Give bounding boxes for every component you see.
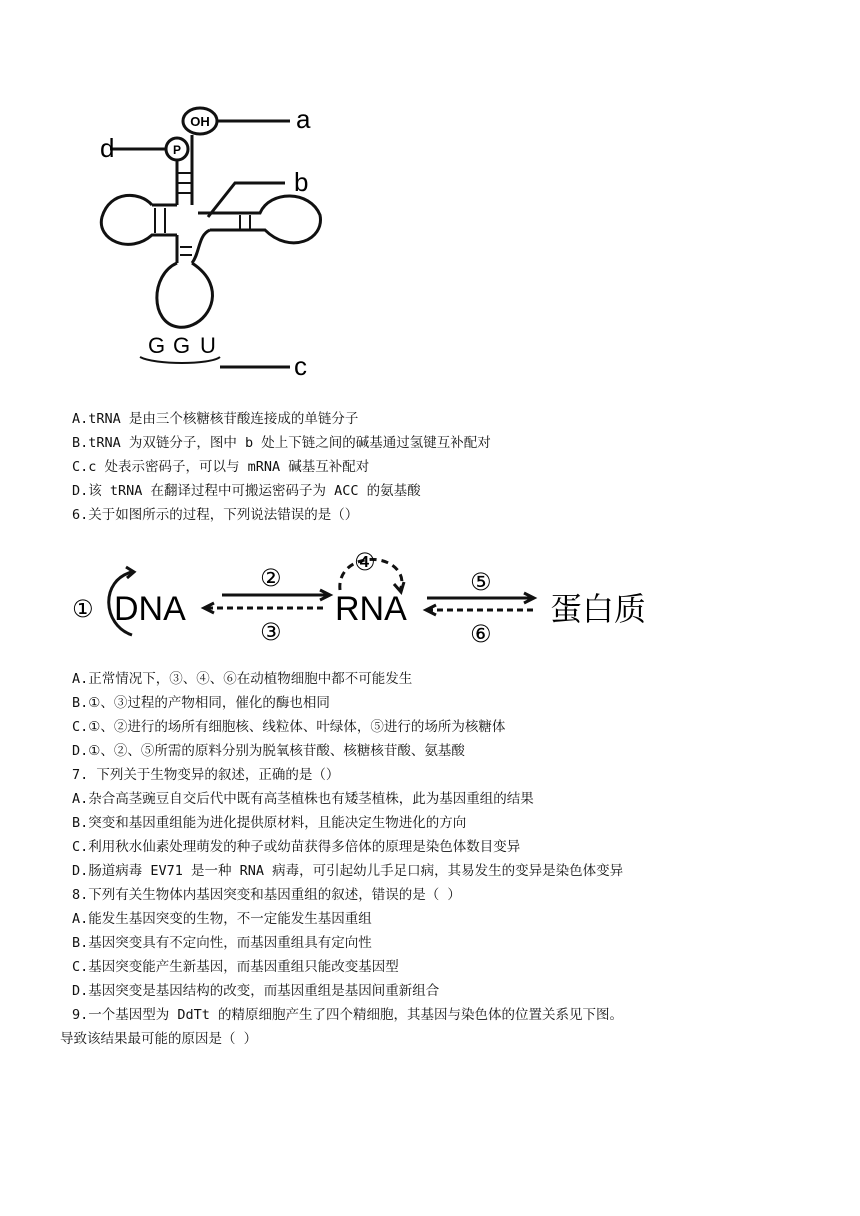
anticodon-2: G: [173, 333, 191, 358]
q9-stem-continued: 导致该结果最可能的原因是（ ）: [60, 1031, 258, 1047]
oh-label: OH: [190, 114, 210, 129]
central-dogma-diagram: [72, 540, 672, 655]
q8-option-d: D.基因突变是基因结构的改变，而基因重组是基因间重新组合: [72, 983, 440, 999]
q6-stem: 6.关于如图所示的过程，下列说法错误的是（）: [72, 507, 359, 523]
q8-option-b: B.基因突变具有不定向性，而基因重组具有定向性: [72, 935, 372, 951]
anticodon-1: G: [148, 333, 166, 358]
q9-stem: 9.一个基因型为 DdTt 的精原细胞产生了四个精细胞，其基因与染色体的位置关系见下图。: [72, 1007, 624, 1023]
q8-option-a: A.能发生基因突变的生物，不一定能发生基因重组: [72, 911, 372, 927]
step-5-label: ⑤: [470, 569, 492, 596]
dna-label: DNA: [114, 590, 186, 628]
q7-option-b: B.突变和基因重组能为进化提供原材料，且能决定生物进化的方向: [72, 815, 467, 831]
anticodon-3: U: [200, 333, 216, 358]
step-1-label: ①: [72, 596, 94, 623]
label-b: b: [294, 167, 309, 197]
q7-option-c: C.利用秋水仙素处理萌发的种子或幼苗获得多倍体的原理是染色体数目变异: [72, 839, 521, 855]
q6-option-b: B.①、③过程的产物相同，催化的酶也相同: [72, 695, 330, 711]
q7-stem: 7. 下列关于生物变异的叙述，正确的是（）: [72, 767, 340, 783]
label-a: a: [296, 104, 311, 134]
q6-option-c: C.①、②进行的场所有细胞核、线粒体、叶绿体，⑤进行的场所为核糖体: [72, 719, 506, 735]
q5-option-a: A.tRNA 是由三个核糖核苷酸连接成的单链分子: [72, 411, 359, 427]
q7-option-a: A.杂合高茎豌豆自交后代中既有高茎植株也有矮茎植株，此为基因重组的结果: [72, 791, 534, 807]
q8-stem: 8.下列有关生物体内基因突变和基因重组的叙述，错误的是（ ）: [72, 887, 461, 903]
q7-option-d: D.肠道病毒 EV71 是一种 RNA 病毒，可引起幼儿手足口病，其易发生的变异是染色体变异: [72, 863, 624, 879]
p-label: P: [172, 143, 182, 157]
q8-option-c: C.基因突变能产生新基因，而基因重组只能改变基因型: [72, 959, 399, 975]
label-d: d: [100, 133, 115, 163]
protein-label: 蛋白质: [550, 590, 647, 628]
q6-option-d: D.①、②、⑤所需的原料分别为脱氧核苷酸、核糖核苷酸、氨基酸: [72, 743, 465, 759]
step-3-label: ③: [260, 619, 282, 646]
q6-option-a: A.正常情况下，③、④、⑥在动植物细胞中都不可能发生: [72, 671, 413, 687]
rna-label: RNA: [335, 590, 407, 628]
q5-option-c: C.c 处表示密码子，可以与 mRNA 碱基互补配对: [72, 459, 370, 475]
q5-option-b: B.tRNA 为双链分子，图中 b 处上下链之间的碱基通过氢键互补配对: [72, 435, 491, 451]
step-4-label: ④: [354, 549, 376, 576]
q5-option-d: D.该 tRNA 在翻译过程中可搬运密码子为 ACC 的氨基酸: [72, 483, 421, 499]
step-6-label: ⑥: [470, 621, 492, 648]
label-c: c: [294, 351, 307, 381]
step-2-label: ②: [260, 565, 282, 592]
trna-diagram: [80, 95, 420, 385]
